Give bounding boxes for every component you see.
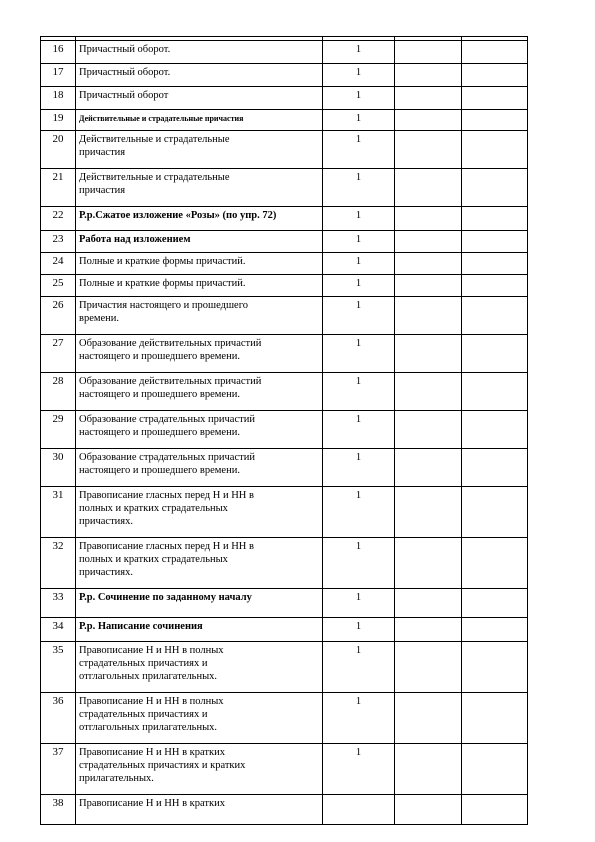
lesson-topic-text: Действительные и страдательные причастия <box>79 134 230 158</box>
lesson-topic-cell <box>76 487 323 538</box>
lesson-plan-table <box>40 36 528 825</box>
lesson-number-cell: 22 <box>41 207 76 231</box>
lesson-topic-text: Образование действительных причастий настоящего и прошедшего времени. <box>79 338 262 362</box>
lesson-number-cell: 33 <box>41 589 76 618</box>
actual-date-cell <box>462 744 528 795</box>
lesson-topic-cell <box>76 538 323 589</box>
lesson-topic-text: Р.р. Написание сочинения <box>79 621 203 632</box>
lesson-hours-cell: 1 <box>323 373 395 411</box>
table-row <box>41 335 528 373</box>
planned-date-cell <box>395 41 462 64</box>
table-row <box>41 169 528 207</box>
planned-date-cell <box>395 169 462 207</box>
lesson-topic-cell <box>76 744 323 795</box>
lesson-topic-text: Действительные и страдательные причастия <box>79 114 244 123</box>
lesson-number-cell: 31 <box>41 487 76 538</box>
actual-date-cell <box>462 335 528 373</box>
actual-date-cell <box>462 538 528 589</box>
actual-date-cell <box>462 487 528 538</box>
lesson-topic-text: Образование действительных причастий настоящего и прошедшего времени. <box>79 376 262 400</box>
lesson-topic-text: Полные и краткие формы причастий. <box>79 278 246 289</box>
table-row <box>41 110 528 131</box>
lesson-topic-cell <box>76 110 323 131</box>
lesson-topic-cell <box>76 411 323 449</box>
lesson-hours-cell: 1 <box>323 487 395 538</box>
lesson-topic-text: Правописание гласных перед Н и НН в полных и кратких страдательных причастиях. <box>79 541 254 578</box>
lesson-number-cell: 32 <box>41 538 76 589</box>
planned-date-cell <box>395 618 462 642</box>
lesson-hours-cell <box>323 795 395 825</box>
lesson-topic-cell <box>76 449 323 487</box>
planned-date-cell <box>395 744 462 795</box>
lesson-plan-table-container <box>40 36 527 825</box>
lesson-topic-text: Причастный оборот <box>79 90 169 101</box>
lesson-topic-cell <box>76 87 323 110</box>
table-row <box>41 449 528 487</box>
lesson-hours-cell: 1 <box>323 231 395 253</box>
planned-date-cell <box>395 487 462 538</box>
lesson-hours-cell: 1 <box>323 64 395 87</box>
lesson-topic-text: Правописание Н и НН в кратких <box>79 798 225 809</box>
actual-date-cell <box>462 618 528 642</box>
table-row <box>41 41 528 64</box>
lesson-hours-cell: 1 <box>323 335 395 373</box>
lesson-topic-cell <box>76 275 323 297</box>
lesson-hours-cell: 1 <box>323 41 395 64</box>
planned-date-cell <box>395 642 462 693</box>
planned-date-cell <box>395 589 462 618</box>
planned-date-cell <box>395 207 462 231</box>
lesson-number-cell: 34 <box>41 618 76 642</box>
actual-date-cell <box>462 110 528 131</box>
table-row <box>41 589 528 618</box>
lesson-topic-cell <box>76 618 323 642</box>
lesson-topic-text: Причастный оборот. <box>79 44 171 55</box>
lesson-topic-cell <box>76 231 323 253</box>
table-row <box>41 64 528 87</box>
lesson-number-cell: 28 <box>41 373 76 411</box>
planned-date-cell <box>395 131 462 169</box>
table-row <box>41 253 528 275</box>
planned-date-cell <box>395 275 462 297</box>
lesson-hours-cell: 1 <box>323 642 395 693</box>
lesson-topic-text: Р.р.Сжатое изложение «Розы» (по упр. 72) <box>79 210 277 221</box>
planned-date-cell <box>395 64 462 87</box>
actual-date-cell <box>462 87 528 110</box>
table-row <box>41 275 528 297</box>
lesson-topic-cell <box>76 589 323 618</box>
lesson-hours-cell: 1 <box>323 275 395 297</box>
actual-date-cell <box>462 41 528 64</box>
lesson-topic-cell <box>76 131 323 169</box>
lesson-topic-text: Образование страдательных причастий настоящего и прошедшего времени. <box>79 414 255 438</box>
lesson-topic-text: Правописание Н и НН в полных страдательных причастиях и отглагольных прилагательных. <box>79 696 224 733</box>
actual-date-cell <box>462 131 528 169</box>
lesson-number-cell: 29 <box>41 411 76 449</box>
lesson-topic-text: Р.р. Сочинение по заданному началу <box>79 592 252 603</box>
lesson-number-cell: 18 <box>41 87 76 110</box>
actual-date-cell <box>462 207 528 231</box>
lesson-hours-cell: 1 <box>323 207 395 231</box>
lesson-number-cell: 20 <box>41 131 76 169</box>
lesson-topic-cell <box>76 207 323 231</box>
actual-date-cell <box>462 411 528 449</box>
lesson-topic-cell <box>76 335 323 373</box>
planned-date-cell <box>395 87 462 110</box>
lesson-number-cell: 30 <box>41 449 76 487</box>
lesson-number-cell: 36 <box>41 693 76 744</box>
table-row <box>41 693 528 744</box>
lesson-hours-cell: 1 <box>323 744 395 795</box>
actual-date-cell <box>462 449 528 487</box>
table-row <box>41 538 528 589</box>
lesson-number-cell: 21 <box>41 169 76 207</box>
table-row <box>41 487 528 538</box>
table-row <box>41 131 528 169</box>
actual-date-cell <box>462 642 528 693</box>
actual-date-cell <box>462 231 528 253</box>
lesson-number-cell: 38 <box>41 795 76 825</box>
lesson-hours-cell: 1 <box>323 297 395 335</box>
table-row <box>41 618 528 642</box>
lesson-topic-cell <box>76 795 323 825</box>
lesson-number-cell: 27 <box>41 335 76 373</box>
lesson-number-cell: 37 <box>41 744 76 795</box>
lesson-number-cell: 35 <box>41 642 76 693</box>
actual-date-cell <box>462 169 528 207</box>
lesson-number-cell: 23 <box>41 231 76 253</box>
lesson-number-cell: 26 <box>41 297 76 335</box>
table-row <box>41 207 528 231</box>
planned-date-cell <box>395 411 462 449</box>
lesson-topic-cell <box>76 41 323 64</box>
table-row <box>41 744 528 795</box>
lesson-topic-text: Полные и краткие формы причастий. <box>79 256 246 267</box>
lesson-topic-cell <box>76 169 323 207</box>
planned-date-cell <box>395 297 462 335</box>
planned-date-cell <box>395 253 462 275</box>
actual-date-cell <box>462 795 528 825</box>
table-row <box>41 231 528 253</box>
table-row <box>41 297 528 335</box>
lesson-topic-cell <box>76 642 323 693</box>
lesson-hours-cell: 1 <box>323 87 395 110</box>
lesson-topic-cell <box>76 373 323 411</box>
lesson-hours-cell: 1 <box>323 449 395 487</box>
actual-date-cell <box>462 253 528 275</box>
lesson-topic-text: Правописание гласных перед Н и НН в полных и кратких страдательных причастиях. <box>79 490 254 527</box>
actual-date-cell <box>462 589 528 618</box>
planned-date-cell <box>395 335 462 373</box>
lesson-number-cell: 25 <box>41 275 76 297</box>
lesson-hours-cell: 1 <box>323 589 395 618</box>
planned-date-cell <box>395 449 462 487</box>
lesson-hours-cell: 1 <box>323 538 395 589</box>
lesson-topic-text: Правописание Н и НН в кратких страдательных причастиях и кратких прилагательных. <box>79 747 246 784</box>
lesson-hours-cell: 1 <box>323 169 395 207</box>
actual-date-cell <box>462 275 528 297</box>
lesson-hours-cell: 1 <box>323 693 395 744</box>
actual-date-cell <box>462 693 528 744</box>
lesson-hours-cell: 1 <box>323 253 395 275</box>
lesson-topic-cell <box>76 693 323 744</box>
planned-date-cell <box>395 693 462 744</box>
lesson-topic-text: Причастия настоящего и прошедшего времени. <box>79 300 249 324</box>
lesson-topic-cell <box>76 297 323 335</box>
actual-date-cell <box>462 297 528 335</box>
lesson-hours-cell: 1 <box>323 131 395 169</box>
actual-date-cell <box>462 373 528 411</box>
lesson-topic-cell <box>76 253 323 275</box>
lesson-topic-text: Причастный оборот. <box>79 67 171 78</box>
lesson-number-cell: 24 <box>41 253 76 275</box>
lesson-number-cell: 17 <box>41 64 76 87</box>
planned-date-cell <box>395 373 462 411</box>
lesson-hours-cell: 1 <box>323 411 395 449</box>
lesson-hours-cell: 1 <box>323 618 395 642</box>
lesson-number-cell: 19 <box>41 110 76 131</box>
planned-date-cell <box>395 231 462 253</box>
lesson-topic-cell <box>76 64 323 87</box>
lesson-topic-text: Работа над изложением <box>79 234 191 245</box>
table-row <box>41 411 528 449</box>
planned-date-cell <box>395 538 462 589</box>
planned-date-cell <box>395 795 462 825</box>
lesson-topic-text: Правописание Н и НН в полных страдательных причастиях и отглагольных прилагательных. <box>79 645 224 682</box>
lesson-topic-text: Действительные и страдательные причастия <box>79 172 230 196</box>
table-row <box>41 87 528 110</box>
lesson-hours-cell: 1 <box>323 110 395 131</box>
table-row <box>41 373 528 411</box>
actual-date-cell <box>462 64 528 87</box>
table-row <box>41 795 528 825</box>
planned-date-cell <box>395 110 462 131</box>
lesson-topic-text: Образование страдательных причастий настоящего и прошедшего времени. <box>79 452 255 476</box>
lesson-number-cell: 16 <box>41 41 76 64</box>
table-row <box>41 642 528 693</box>
